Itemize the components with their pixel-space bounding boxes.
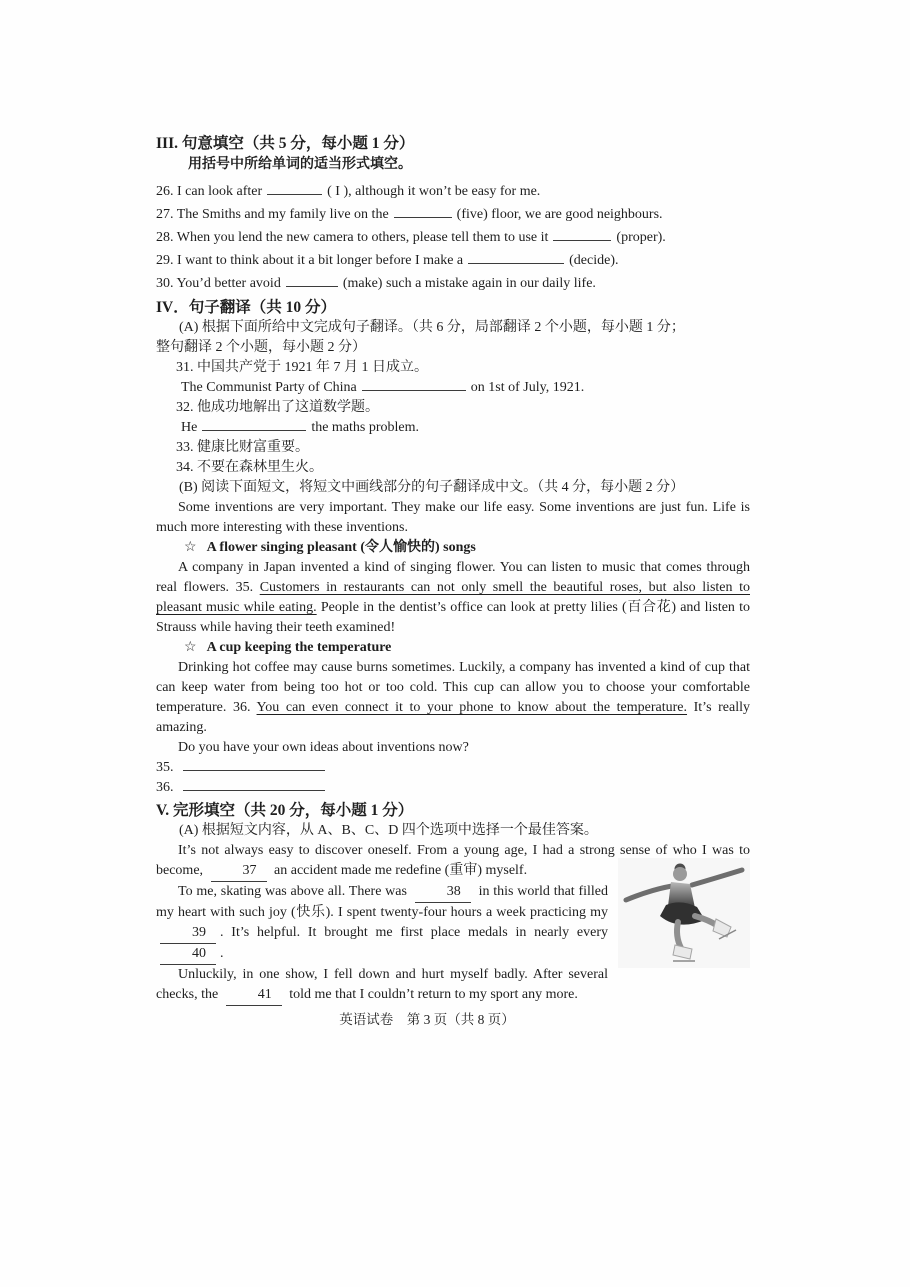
question-27-pre: 27. The Smiths and my family live on the — [156, 207, 389, 222]
flower-paragraph — [156, 558, 750, 638]
page-footer: 英语试卷 第 3 页（共 8 页） — [339, 1012, 515, 1027]
blank-29 — [468, 251, 564, 264]
question-27 — [156, 203, 750, 226]
section-iv-part-b-line: (B) 阅读下面短文，将短文中画线部分的句子翻译成中文。（共 4 分，每小题 2 分） — [179, 480, 685, 495]
figure-skater-image — [618, 882, 750, 968]
cloze-blank-41: 41 — [226, 985, 282, 1006]
blank-32 — [202, 418, 306, 431]
question-26 — [156, 180, 750, 203]
star-icon: ☆ — [184, 540, 197, 555]
cloze-p1-text-a: It’s not always easy to discover oneself. From a young age, I had a strong sense of who I was to become, — [156, 843, 750, 878]
answer-line-35 — [156, 758, 750, 778]
cup-text-post: It’s really amazing. — [156, 700, 750, 735]
page-content — [156, 133, 750, 1030]
question-26-pre: 26. I can look after — [156, 184, 263, 199]
flower-text-post: People in the dentist’s office can look at pretty lilies (百合花) and listen to Strauss while having their teeth examined! — [156, 600, 750, 635]
cup-paragraph — [156, 658, 750, 738]
cloze-blank-37: 37 — [211, 861, 267, 882]
question-31-pre: The Communist Party of China — [181, 380, 357, 395]
cup-title: A cup keeping the temperature — [206, 640, 392, 655]
answer-line-36 — [156, 778, 750, 798]
cloze-p1-text-b: an accident made me redefine (重审) myself. — [274, 863, 528, 878]
question-32-post: the maths problem. — [311, 420, 420, 435]
section-iii-instruction: 用括号中所给单词的适当形式填空。 — [188, 157, 412, 172]
question-30-pre: 30. You’d better avoid — [156, 276, 281, 291]
question-31-english — [181, 378, 750, 398]
question-32-pre: He — [181, 420, 198, 435]
question-30 — [156, 272, 750, 295]
closing-question: Do you have your own ideas about inventions now? — [178, 740, 469, 755]
inventions-intro-paragraph: Some inventions are very important. They make our life easy. Some inventions are just fun. Life is much more interesting with these inventions. — [156, 500, 750, 535]
cloze-p3-text-b: told me that I couldn’t return to my sport any more. — [289, 987, 578, 1002]
question-29 — [156, 249, 750, 272]
section-iv-part-a-line1: (A) 根据下面所给中文完成句子翻译。（共 6 分，局部翻译 2 个小题，每小题 1 分； — [179, 320, 685, 335]
cloze-p2-text-d: . — [220, 946, 224, 961]
cloze-passage-with-image — [156, 882, 750, 1006]
blank-27 — [394, 205, 452, 218]
flower-text-pre: A company in Japan invented a kind of singing flower. You can listen to music that comes through real flowers. 35. — [156, 560, 750, 595]
question-31-post: on 1st of July, 1921. — [470, 380, 585, 395]
blank-31 — [362, 378, 466, 391]
cloze-blank-39: 39 — [160, 923, 216, 944]
question-33-chinese: 33. 健康比财富重要。 — [176, 440, 309, 455]
question-28-pre: 28. When you lend the new camera to others, please tell them to use it — [156, 230, 549, 245]
question-26-post: ( I ), although it won’t be easy for me. — [327, 184, 541, 199]
answer-blank-36 — [183, 778, 325, 791]
question-28 — [156, 226, 750, 249]
answer-blank-35 — [183, 758, 325, 771]
flower-title-line — [184, 538, 750, 558]
underlined-sentence-36: You can even connect it to your phone to know about the temperature. — [256, 700, 688, 715]
blank-28 — [553, 228, 611, 241]
question-31-chinese: 31. 中国共产党于 1921 年 7 月 1 日成立。 — [176, 360, 428, 375]
question-32-chinese: 32. 他成功地解出了这道数学题。 — [176, 400, 379, 415]
figure-skater-illustration — [618, 858, 750, 968]
question-29-post: (decide). — [569, 253, 619, 268]
answer-36-label: 36. — [156, 780, 174, 795]
flower-title: A flower singing pleasant (令人愉快的) songs — [206, 540, 476, 555]
cloze-p3-text-a: Unluckily, in one show, I fell down and hurt myself badly. After several checks, the — [156, 967, 608, 1002]
cloze-blank-40: 40 — [160, 944, 216, 965]
cloze-paragraph-3 — [156, 965, 750, 1006]
question-30-post: (make) such a mistake again in our daily life. — [342, 276, 596, 291]
section-iv-part-a-line2: 整句翻译 2 个小题，每小题 2 分） — [156, 340, 366, 355]
cloze-blank-38: 38 — [415, 882, 471, 903]
cloze-p2-text-c: . It’s helpful. It brought me first place medals in nearly every — [220, 925, 608, 940]
section-iv-heading: IV．句子翻译（共 10 分） — [156, 299, 336, 316]
star-icon: ☆ — [184, 640, 197, 655]
section-iii-heading: III. 句意填空（共 5 分，每小题 1 分） — [156, 135, 415, 152]
question-32-english — [181, 418, 750, 438]
question-27-post: (five) floor, we are good neighbours. — [456, 207, 663, 222]
section-v-part-a-line: (A) 根据短文内容，从 A、B、C、D 四个选项中选择一个最佳答案。 — [179, 823, 598, 838]
cup-title-line — [184, 638, 750, 658]
section-v-heading: V. 完形填空（共 20 分，每小题 1 分） — [156, 802, 414, 819]
question-34-chinese: 34. 不要在森林里生火。 — [176, 460, 323, 475]
answer-35-label: 35. — [156, 760, 174, 775]
blank-30 — [286, 274, 338, 287]
cloze-p2-text-b: in this world that filled my heart with such joy (快乐). I spent twenty-four hours a week practicing my — [156, 884, 609, 920]
question-28-post: (proper). — [616, 230, 666, 245]
blank-26 — [267, 182, 322, 195]
question-29-pre: 29. I want to think about it a bit longer before I make a — [156, 253, 464, 268]
underlined-sentence-35: Customers in restaurants can not only smell the beautiful roses, but also listen to pleasant music while eating. — [156, 580, 750, 615]
cup-text-pre: Drinking hot coffee may cause burns sometimes. Luckily, a company has invented a kind of cup that can keep water from being too hot or too cold. This cup can allow you to choose your comfortable temperature. 36. — [156, 660, 750, 715]
cloze-p2-text-a: To me, skating was above all. There was — [178, 884, 407, 899]
